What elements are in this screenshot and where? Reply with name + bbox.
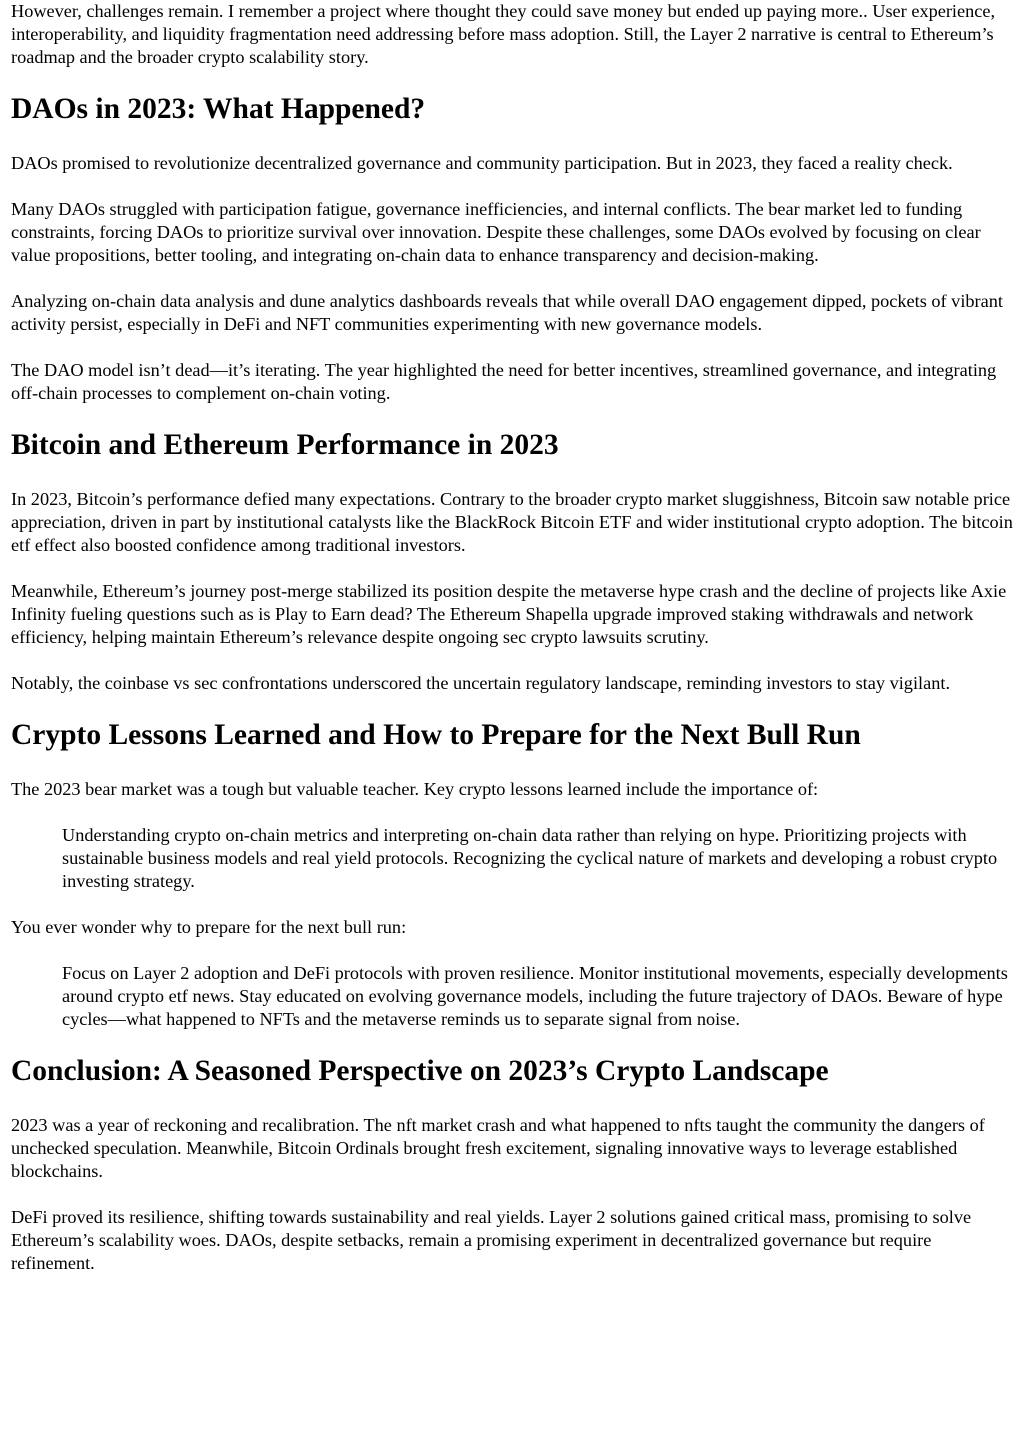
paragraph: DeFi proved its resilience, shifting towards sustainability and real yields. Layer 2 solutions gained critical mass, promising to solve Ethereum’s scalability woes. DAOs, despite setbacks, remain a promising experiment in decentralized governance but require refinement. bbox=[11, 1207, 972, 1273]
paragraph: In 2023, Bitcoin’s performance defied many expectations. Contrary to the broader crypto market sluggishness, Bitcoin saw notable price appreciation, driven in part by institutional catalysts like the BlackRock Bitcoin ETF and wider institutional crypto adoption. The bitcoin etf effect also boosted confidence among traditional investors. bbox=[11, 489, 1013, 555]
section-heading-conclusion: Conclusion: A Seasoned Perspective on 2023’s Crypto Landscape bbox=[11, 1055, 829, 1087]
paragraph: Notably, the coinbase vs sec confrontations underscored the uncertain regulatory landscape, reminding investors to stay vigilant. bbox=[11, 673, 951, 693]
paragraph: Many DAOs struggled with participation fatigue, governance inefficiencies, and internal conflicts. The bear market led to funding constraints, forcing DAOs to prioritize survival over innovation. Despite these challenges, some DAOs evolved by focusing on clear value propositions, better tooling, and integrating on-chain data to enhance transparency and decision-making. bbox=[11, 199, 981, 265]
paragraph: The 2023 bear market was a tough but valuable teacher. Key crypto lessons learned include the importance of: bbox=[11, 779, 819, 799]
blockquote: Understanding crypto on-chain metrics and interpreting on-chain data rather than relying on hype. Prioritizing projects with sustainable business models and real yield protocols. Recognizing the cyclical nature of markets and developing a robust crypto investing strategy. bbox=[62, 825, 998, 891]
paragraph: The DAO model isn’t dead—it’s iterating. The year highlighted the need for better incentives, streamlined governance, and integrating off-chain processes to complement on-chain voting. bbox=[11, 360, 997, 403]
paragraph: Meanwhile, Ethereum’s journey post-merge stabilized its position despite the metaverse hype crash and the decline of projects like Axie Infinity fueling questions such as is Play to Earn dead? The Ethereum Shapella upgrade improved staking withdrawals and network efficiency, helping maintain Ethereum’s relevance despite ongoing sec crypto lawsuits scrutiny. bbox=[11, 581, 1007, 647]
section-conclusion bbox=[11, 1054, 1013, 1275]
section-heading-lessons: Crypto Lessons Learned and How to Prepare for the Next Bull Run bbox=[11, 719, 861, 751]
section-heading-daos: DAOs in 2023: What Happened? bbox=[11, 93, 426, 125]
section-daos bbox=[11, 92, 1013, 405]
blockquote: Focus on Layer 2 adoption and DeFi protocols with proven resilience. Monitor institutional movements, especially developments around crypto etf news. Stay educated on evolving governance models, including the future trajectory of DAOs. Beware of hype cycles—what happened to NFTs and the metaverse reminds us to separate signal from noise. bbox=[62, 963, 1008, 1029]
paragraph: Analyzing on-chain data analysis and dune analytics dashboards reveals that while overall DAO engagement dipped, pockets of vibrant activity persist, especially in DeFi and NFT communities experimenting with new governance models. bbox=[11, 291, 1003, 334]
paragraph: You ever wonder why to prepare for the next bull run: bbox=[11, 917, 407, 937]
section-heading-bitcoin-ethereum: Bitcoin and Ethereum Performance in 2023 bbox=[11, 429, 559, 461]
paragraph: 2023 was a year of reckoning and recalibration. The nft market crash and what happened to nfts taught the community the dangers of unchecked speculation. Meanwhile, Bitcoin Ordinals brought fresh excitement, signaling innovative ways to leverage established blockchains. bbox=[11, 1115, 985, 1181]
paragraph: DAOs promised to revolutionize decentralized governance and community participation. But in 2023, they faced a reality check. bbox=[11, 153, 953, 173]
section-lessons bbox=[11, 718, 1013, 1031]
section-bitcoin-ethereum bbox=[11, 428, 1013, 695]
intro-paragraph: However, challenges remain. I remember a project where thought they could save money but ended up paying more.. User experience, interoperability, and liquidity fragmentation need addressing before mass adoption. Still, the Layer 2 narrative is central to Ethereum’s roadmap and the broader crypto scalability story. bbox=[11, 1, 996, 67]
